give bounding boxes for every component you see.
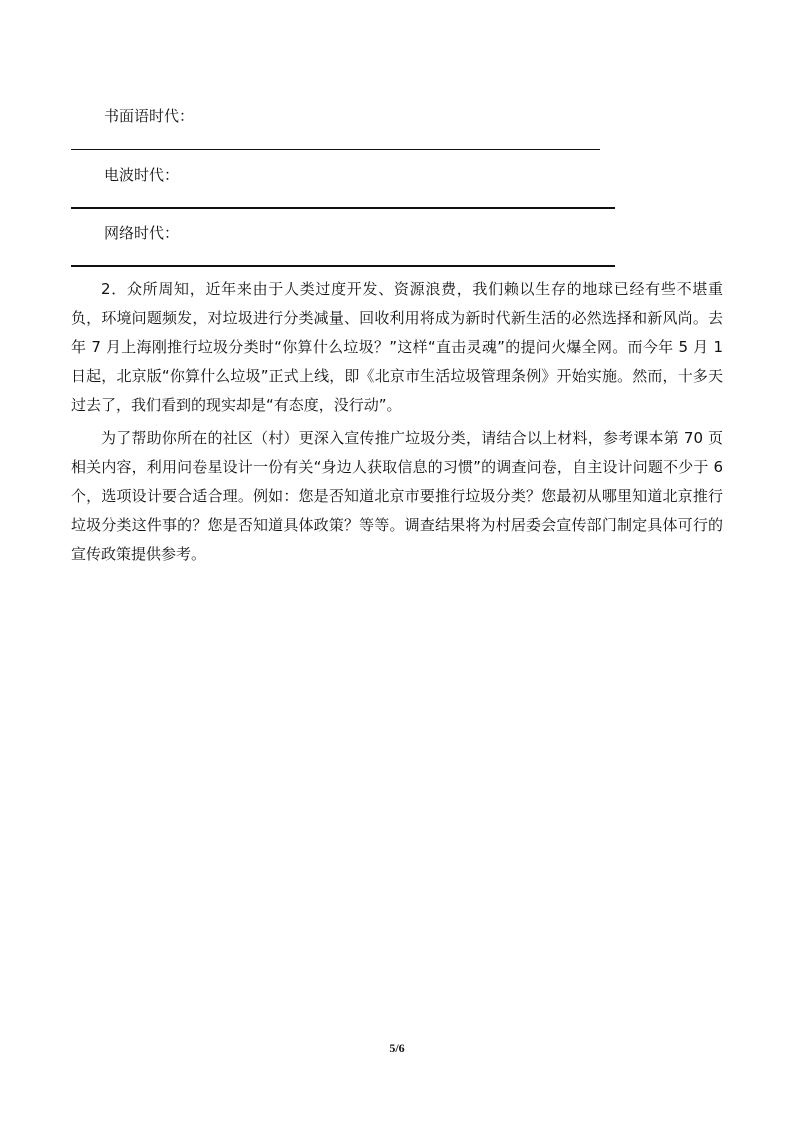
answer-line-internet-era: [71, 265, 615, 267]
answer-line-radio-era: [71, 207, 615, 209]
answer-line-written-era: [71, 149, 600, 150]
question-paragraph-task: 为了帮助你所在的社区（村）更深入宣传推广垃圾分类，请结合以上材料，参考课本第 70 页相关内容，利用问卷星设计一份有关“身边人获取信息的习惯”的调查问卷，自主设计问题不少于 6 个，选项设计要合适合理。例如：您是否知道北京市要推行垃圾分类？您最初从哪里知道北京推行垃圾分类这件事的？您是否知道具体政策？等等。调查结果将为村居委会宣传部门制定具体可行的宣传政策提供参考。: [71, 429, 723, 563]
question-paragraph-background: 2．众所周知，近年来由于人类过度开发、资源浪费，我们赖以生存的地球已经有些不堪重负，环境问题频发，对垃圾进行分类减量、回收利用将成为新时代新生活的必然选择和新风尚。去年 7 月上海刚推行垃圾分类时“你算什么垃圾？”这样“直击灵魂”的提问火爆全网。而今年 5 月 1 日起，北京版“你算什么垃圾”正式上线，即《北京市生活垃圾管理条例》开始实施。然而，十多天过去了，我们看到的现实却是“有态度，没行动”。: [71, 280, 723, 414]
answer-label-radio-era: 电波时代：: [104, 166, 180, 184]
answer-label-written-era: 书面语时代：: [104, 107, 195, 125]
page-number: 5/6: [389, 1041, 405, 1055]
answer-label-internet-era: 网络时代：: [104, 224, 180, 242]
